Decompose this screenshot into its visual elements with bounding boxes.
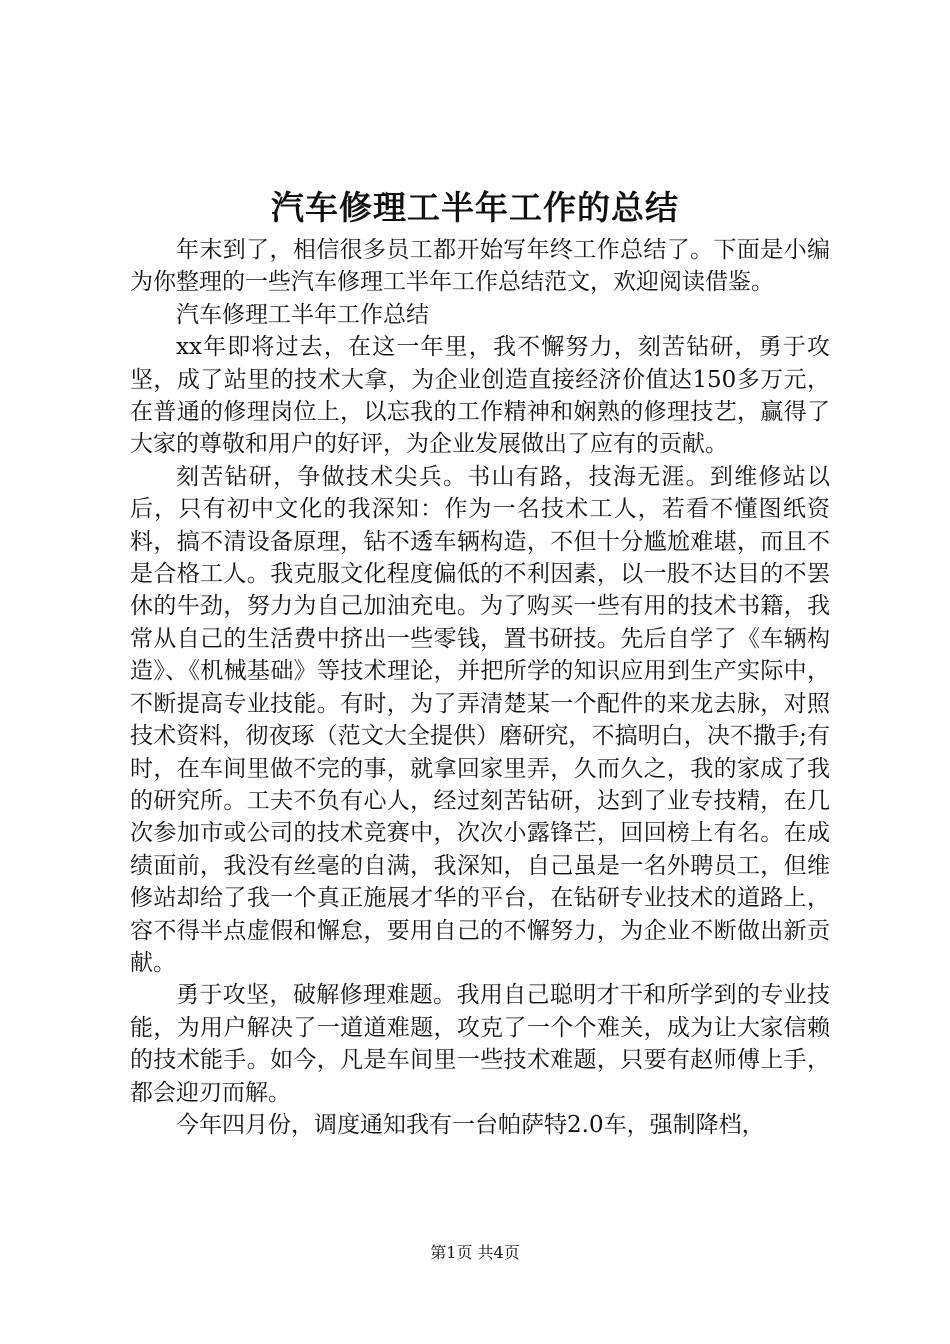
paragraph-april-case: 今年四月份，调度通知我有一台帕萨特2.0车，强制降档， (176, 1111, 765, 1138)
document-title: 汽车修理工半年工作的总结 (271, 188, 679, 227)
paragraph-intro: 年末到了，相信很多员工都开始写年终工作总结了。下面是小编为你整理的一些汽车修理工半年工作总结范文，欢迎阅读借鉴。 (130, 237, 830, 296)
page-number-footer: 第1页 共4页 (430, 1243, 520, 1262)
paragraph-problem-solving: 勇于攻坚，破解修理难题。我用自己聪明才干和所学到的专业技能，为用户解决了一道道难题，攻克了一个个难关，成为让大家信赖的技术能手。如今，凡是车间里一些技术难题，只要有赵师傅上手，都会迎刃而解。 (130, 982, 830, 1106)
paragraph-study: 刻苦钻研，争做技术尖兵。书山有路，技海无涯。到维修站以后，只有初中文化的我深知：作为一名技术工人，若看不懂图纸资料，搞不清设备原理，钻不透车辆构造，不但十分尴尬难堪，而且不是合格工人。我克服文化程度偏低的不利因素，以一股不达目的不罢休的牛劲，努力为自己加油充电。为了购买一些有用的技术书籍，我常从自己的生活费中挤出一些零钱，置书研技。先后自学了《车辆构造》、《机械基础》等技术理论，并把所学的知识应用到生产实际中，不断提高专业技能。有时，为了弄清楚某一个配件的来龙去脉，对照技术资料，彻夜琢（范文大全提供）磨研究，不搞明白，决不撒手;有时，在车间里做不完的事，就拿回家里弄，久而久之，我的家成了我的研究所。工夫不负有心人，经过刻苦钻研，达到了业专技精，在几次参加市或公司的技术竞赛中，次次小露锋芒，回回榜上有名。在成绩面前，我没有丝毫的自满，我深知，自己虽是一名外聘员工，但维修站却给了我一个真正施展才华的平台，在钻研专业技术的道路上，容不得半点虚假和懈怠，要用自己的不懈努力，为企业不断做出新贡献。 (130, 463, 830, 976)
document-body (130, 234, 830, 1141)
paragraph-subtitle: 汽车修理工半年工作总结 (176, 301, 429, 328)
paragraph-overview: xx年即将过去，在这一年里，我不懈努力，刻苦钻研，勇于攻坚，成了站里的技术大拿，为企业创造直接经济价值达150多万元，在普通的修理岗位上，以忘我的工作精神和娴熟的修理技艺，赢得了大家的尊敬和用户的好评，为企业发展做出了应有的贡献。 (130, 334, 830, 458)
